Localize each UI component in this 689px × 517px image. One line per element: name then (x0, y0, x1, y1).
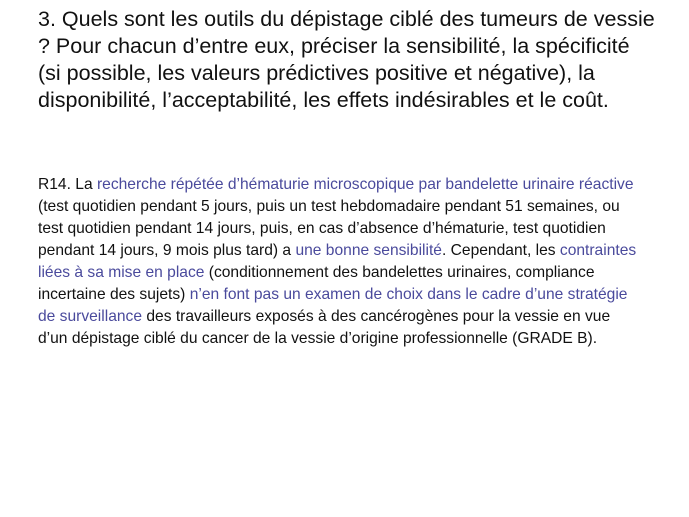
highlight-repeated-hematuria-test: recherche répétée d’hématurie microscopique par bandelette urinaire réactive (96, 176, 634, 193)
recommendation-text-4: (conditionnement des bandelettes urinaires, compliance incertaine des sujets) (38, 264, 595, 303)
recommendation-text-5: des travailleurs exposés à des cancérogènes pour la vessie en vue d’un dépistage ciblé du cancer de la vessie d’origine professionnelle (GRADE B). (38, 308, 611, 347)
highlight-constraints: contraintes liées à sa mise en place (38, 242, 637, 281)
question-heading: 3. Quels sont les outils du dépistage ciblé des tumeurs de vessie ? Pour chacun d’entre eux, préciser la sensibilité, la spécificité (si possible, les valeurs prédictives positive et négative), la disponibilité, l’acceptabilité, les effets indésirables et le coût. (38, 7, 655, 112)
recommendation-text-1: La (70, 176, 97, 193)
recommendation-text-3: . Cependant, les (441, 242, 560, 259)
recommendation-paragraph (38, 174, 643, 350)
highlight-good-sensitivity: une bonne sensibilité (295, 242, 442, 259)
highlight-not-exam-of-choice: n’en font pas un examen de choix dans le cadre d’une stratégie de surveillance (38, 286, 628, 325)
recommendation-text-2: (test quotidien pendant 5 jours, puis un test hebdomadaire pendant 51 semaines, ou test quotidien pendant 14 jours, puis, en cas d’absence d’hématurie, test quotidien pendant 14 jours, 9 mois plus tard) a (38, 198, 620, 259)
recommendation-id: R14. (38, 176, 71, 193)
